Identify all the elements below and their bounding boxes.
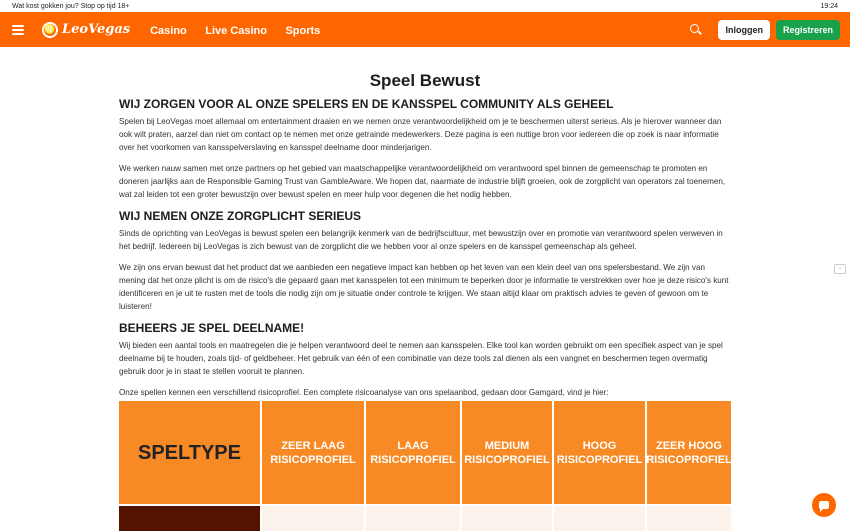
risk-header: ZEER HOOG RISICOPROFIEL xyxy=(647,401,731,504)
lion-icon: ♌ xyxy=(42,22,58,38)
section-heading: WIJ NEMEN ONZE ZORGPLICHT SERIEUS xyxy=(119,209,362,223)
risk-cell xyxy=(554,506,645,531)
top-navigation xyxy=(0,12,850,47)
paragraph: Sinds de oprichting van LeoVegas is bewust spelen een belangrijk kenmerk van de bedrijfscultuur, met bewustzijn over en promotie van verantwoord spelen verweven in het bedrijf. Iedereen bij LeoVegas is zich bewust van de zorgplicht die we hebben voor al onze spelers en de kansspel gemeenschap als geheel. xyxy=(119,229,723,251)
risk-cell xyxy=(119,506,260,531)
chat-icon xyxy=(819,501,829,509)
nav-casino[interactable]: Casino xyxy=(150,24,187,37)
paragraph: Wij bieden een aantal tools en maatregelen die je helpen verantwoord deel te nemen aan kansspelen. Elke tool kan worden gebruikt om een specifiek aspect van je spel deelname bij te houden, zoals tijd- of geldbeheer. Het gebruik van één of een combinatie van deze tools zal dienen als een vangnet en beschermen tegen overmatig gebruik door je in staat te stellen vooruit te plannen. xyxy=(119,341,723,376)
status-bar xyxy=(0,0,850,12)
paragraph: We zijn ons ervan bewust dat het product dat we aanbieden een negatieve impact kan hebben op het leven van een klein deel van ons spelersbestand. We zijn van mening dat het onze plicht is om de risico's die gepaard gaan met kansspelen tot een minimum te beperken door je informatie te verstrekken over hoe je deze risico's kunt identificeren en je uit te rusten met de tools die nodig zijn om je situatie onder controle te krijgen. We staan altijd klaar om praktisch advies te geven of gewoon om te luisteren! xyxy=(119,263,729,311)
login-button[interactable]: Inloggen xyxy=(718,20,770,40)
section-heading: BEHEERS JE SPEL DEELNAME! xyxy=(119,321,305,335)
risk-cell xyxy=(366,506,460,531)
risk-column xyxy=(554,401,645,531)
nav-live-casino[interactable]: Live Casino xyxy=(205,24,267,37)
risk-cell xyxy=(462,506,552,531)
main-content xyxy=(0,71,850,531)
logo-text: LeoVegas xyxy=(62,22,131,37)
risk-column xyxy=(647,401,731,531)
risk-column xyxy=(462,401,552,531)
search-icon[interactable] xyxy=(690,24,702,36)
header-actions xyxy=(690,12,840,47)
section-heading: WIJ ZORGEN VOOR AL ONZE SPELERS EN DE KANSSPEL COMMUNITY ALS GEHEEL xyxy=(119,97,614,111)
risk-column xyxy=(366,401,460,531)
menu-icon[interactable] xyxy=(12,25,24,35)
main-nav xyxy=(150,21,334,39)
risk-header: HOOG RISICOPROFIEL xyxy=(554,401,645,504)
paragraph: We werken nauw samen met onze partners op het gebied van maatschappelijke verantwoordelijkheid om verantwoord spel binnen de gemeenschap te promoten en doneren jaarlijks aan de Responsible Gaming Trust van GambleAware. We hopen dat, naarmate de industrie blijft groeien, ook de zorgplicht van operators zal toenemen, wat zal leiden tot een groter bewustzijn over bewust spelen en meer hulp voor degenen die het nodig hebben. xyxy=(119,164,726,199)
paragraph: Spelen bij LeoVegas moet allemaal om entertainment draaien en we nemen onze verantwoordelijkheid om je te beschermen uiterst serieus. Als je hierover wanneer dan ook wilt praten, aarzel dan niet om contact op te nemen met onze getrainde medewerkers. Deze pagina is een nuttige bron voor iedereen die op zoek is naar informatie over het voorkomen van kansspelverslaving en kansspel deelname door minderjarigen. xyxy=(119,117,722,152)
nav-sports[interactable]: Sports xyxy=(285,24,321,37)
risk-profile-table xyxy=(119,401,731,531)
accessibility-icon[interactable]: ◦◦ xyxy=(834,264,846,274)
paragraph: Onze spellen kennen een verschillend risicoprofiel. Een complete risicoanalyse van ons spelaanbod, gedaan door Gamgard, vind je hier: xyxy=(119,388,609,397)
logo[interactable] xyxy=(42,22,130,38)
status-text: Wat kost gokken jou? Stop op tijd 18+ xyxy=(12,2,130,10)
risk-header-speltype: SPELTYPE xyxy=(119,401,260,504)
chat-button[interactable] xyxy=(812,493,836,517)
risk-header: ZEER LAAG RISICOPROFIEL xyxy=(262,401,364,504)
risk-cell xyxy=(647,506,731,531)
risk-column xyxy=(262,401,364,531)
risk-cell xyxy=(262,506,364,531)
page-title: Speel Bewust xyxy=(369,71,481,90)
risk-column xyxy=(119,401,260,531)
risk-header: LAAG RISICOPROFIEL xyxy=(366,401,460,504)
status-time: 19:24 xyxy=(820,2,838,10)
risk-header: MEDIUM RISICOPROFIEL xyxy=(462,401,552,504)
register-button[interactable]: Registreren xyxy=(776,20,840,40)
